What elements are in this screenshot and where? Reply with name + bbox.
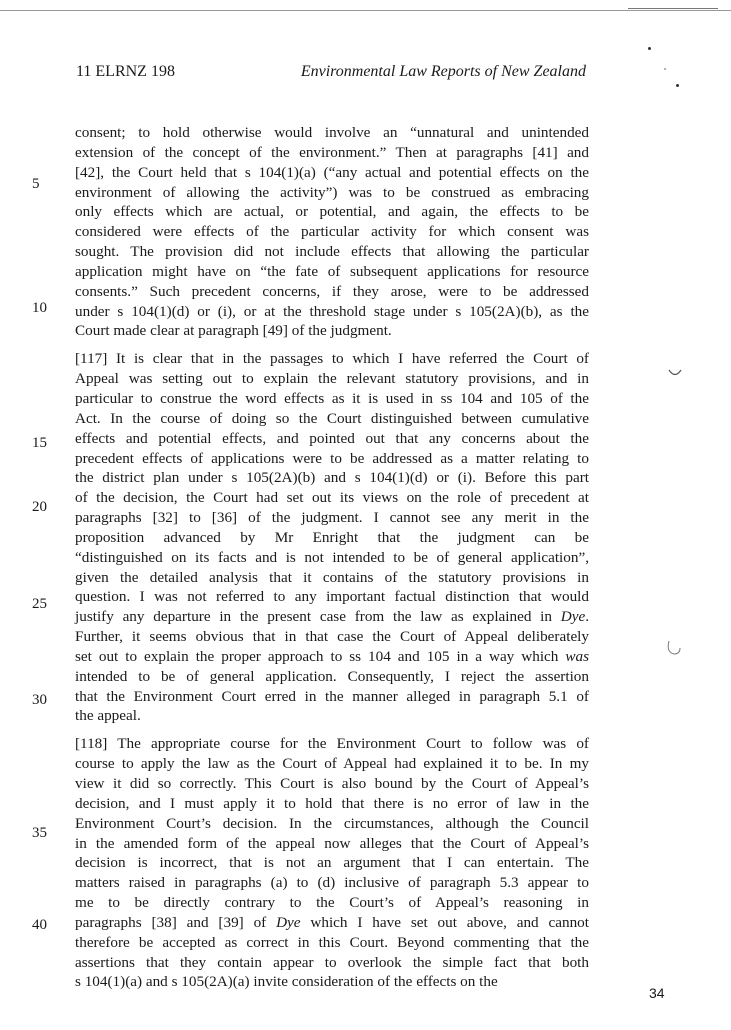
text-line: considered were effects of the particular activity for which consent was [75, 223, 589, 241]
text-line: extension of the concept of the environment.” Then at paragraphs [41] and [75, 143, 589, 161]
paragraph-118 [75, 734, 589, 992]
text-line: particular to construe the word effects as it is used in ss 104 and 105 of the [75, 389, 589, 407]
text-line: assertions that they contain appear to overlook the simple fact that both [75, 953, 589, 971]
scan-speck [676, 84, 679, 87]
text-line: matters raised in paragraphs (a) to (d) inclusive of paragraph 5.3 appear to [75, 874, 589, 892]
text-line: under s 104(1)(d) or (i), or at the threshold stage under s 105(2A)(b), as the [75, 302, 589, 320]
top-scan-rule [0, 10, 731, 11]
line-number-40: 40 [32, 917, 47, 933]
text-line: the district plan under s 105(2A)(b) and s 104(1)(d) or (i). Before this part [75, 469, 589, 487]
text-line: [42], the Court held that s 104(1)(a) (“any actual and potential effects on the [75, 163, 589, 181]
text-line: therefore be accepted as correct in this Court. Beyond commenting that the [75, 933, 589, 951]
text-line: of the decision, the Court had set out its views on the role of precedent at [75, 489, 589, 507]
text-line: s 104(1)(a) and s 105(2A)(a) invite consideration of the effects on the [75, 973, 498, 991]
text-line: [118] The appropriate course for the Environment Court to follow was of [75, 735, 589, 753]
text-line: intended to be of general application. Consequently, I reject the assertion [75, 667, 589, 685]
top-right-scan-rule [628, 8, 718, 9]
text-line: the appeal. [75, 707, 141, 725]
paragraph-117 [75, 349, 589, 726]
text-line: Court made clear at paragraph [49] of the judgment. [75, 322, 392, 340]
page-number: 34 [649, 985, 665, 1001]
line-number-20: 20 [32, 499, 47, 515]
text-line: proposition advanced by Mr Enright that the judgment can be [75, 528, 589, 546]
text-line: view it did so correctly. This Court is also bound by the Court of Appeal’s [75, 775, 589, 792]
running-header [76, 63, 586, 85]
text-line: paragraphs [38] and [39] of Dye which I have set out above, and cannot [75, 913, 589, 931]
line-number-15: 15 [32, 435, 47, 451]
margin-hole-mark [668, 368, 682, 378]
text-line: that the Environment Court erred in the manner alleged in paragraph 5.1 of [75, 687, 589, 705]
text-line: me to be directly contrary to the Court’s of Appeal’s reasoning in [75, 894, 589, 912]
line-number-5: 5 [32, 176, 40, 192]
text-line: “distinguished on its facts and is not intended to be of general application”, [75, 548, 589, 566]
text-line: set out to explain the proper approach to ss 104 and 105 in a way which was [75, 647, 589, 665]
line-number-10: 10 [32, 300, 47, 316]
text-line: Environment Court’s decision. In the circumstances, although the Council [75, 814, 589, 832]
header-citation: 11 ELRNZ 198 [76, 63, 175, 80]
text-line: in the amended form of the appeal now alleges that the Court of Appeal’s [75, 834, 589, 852]
text-line: application might have on “the fate of subsequent applications for resource [75, 262, 589, 280]
text-line: Further, it seems obvious that in that case the Court of Appeal deliberately [75, 628, 589, 646]
text-line: [117] It is clear that in the passages to which I have referred the Court of [75, 350, 589, 368]
paragraph-continuation [75, 123, 589, 341]
header-journal-title: Environmental Law Reports of New Zealand [300, 63, 586, 80]
judgment-body [75, 123, 589, 992]
text-line: environment of allowing the activity”) was to be construed as embracing [75, 183, 589, 201]
text-line: Appeal was setting out to explain the relevant statutory provisions, and in [75, 370, 589, 388]
text-line: decision, and I must apply it to hold that there is no error of law in the [75, 794, 589, 812]
text-line: paragraphs [32] to [36] of the judgment. I cannot see any merit in the [75, 509, 589, 527]
text-line: precedent effects of applications were to be addressed as a matter relating to [75, 449, 589, 467]
line-number-35: 35 [32, 825, 47, 841]
text-line: effects and potential effects, and pointed out that any concerns about the [75, 429, 589, 447]
scan-speck [664, 68, 666, 70]
text-line: consent; to hold otherwise would involve an “unnatural and unintended [75, 124, 589, 141]
margin-hole-mark [666, 640, 682, 658]
text-line: course to apply the law as the Court of Appeal had explained it to be. In my [75, 755, 589, 773]
text-line: decision is incorrect, that is not an argument that I can entertain. The [75, 854, 589, 872]
line-number-30: 30 [32, 692, 47, 708]
text-line: sought. The provision did not include effects that allowing the particular [75, 243, 589, 261]
text-line: given the detailed analysis that it contains of the statutory provisions in [75, 568, 589, 586]
text-line: justify any departure in the present case from the law as explained in Dye. [75, 608, 589, 626]
scan-speck [648, 47, 651, 50]
text-line: Act. In the course of doing so the Court distinguished between cumulative [75, 409, 589, 427]
text-line: only effects which are actual, or potential, and again, the effects to be [75, 203, 589, 221]
line-number-25: 25 [32, 596, 47, 612]
text-line: consents.” Such precedent concerns, if they arose, were to be addressed [75, 282, 589, 300]
text-line: question. I was not referred to any important factual distinction that would [75, 588, 589, 606]
